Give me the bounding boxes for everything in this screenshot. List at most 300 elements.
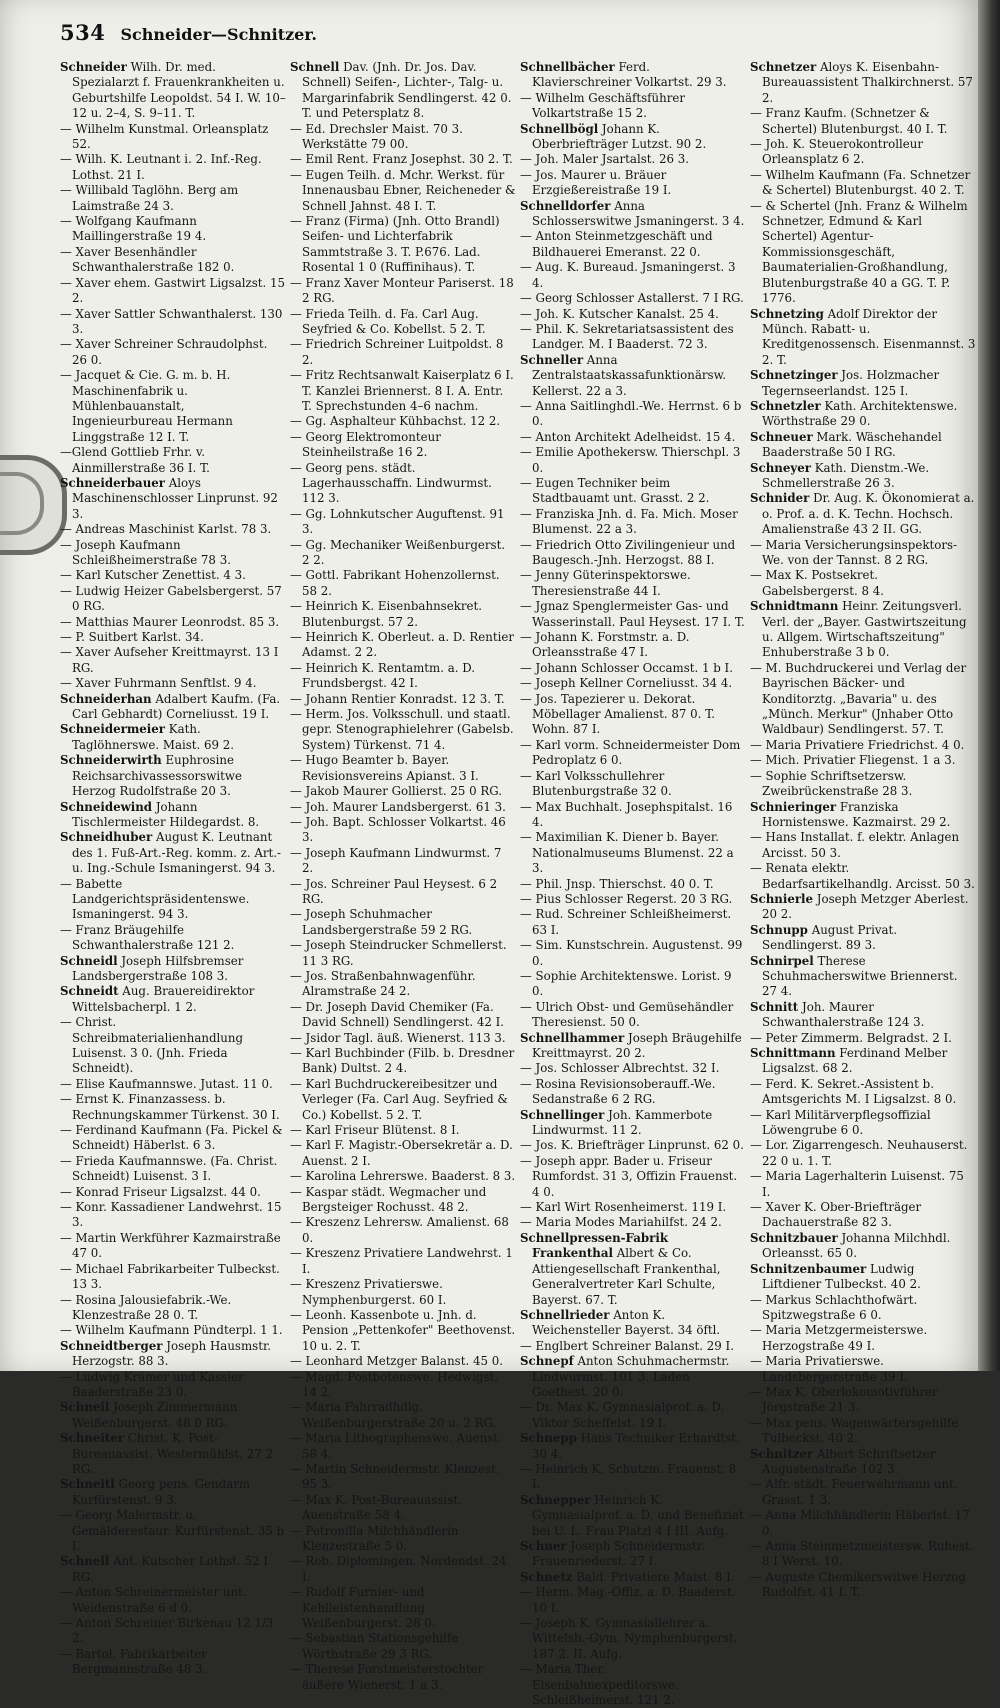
directory-entry <box>750 1323 976 1354</box>
directory-entry <box>290 507 516 538</box>
entry-text: — Joseph Kellner Corneliusst. 34 4. <box>520 676 733 691</box>
directory-entry <box>750 1570 976 1601</box>
entry-text: — Wilh. K. Leutnant i. 2. Inf.-Reg. Lothst. 21 I. <box>60 152 262 182</box>
entry-text: — Johann K. Forstmstr. a. D. Orleansstraße 47 I. <box>520 630 690 660</box>
directory-entry <box>290 692 516 707</box>
entry-text: — Renata elektr. Bedarfsartikelhandlg. Arcisst. 50 3. <box>750 861 975 891</box>
directory-entry <box>290 630 516 661</box>
directory-entry <box>750 1200 976 1231</box>
entry-text: — Kreszenz Privatierswe. Nymphenburgerst. 60 I. <box>290 1277 447 1307</box>
entry-text: — Emil Rent. Franz Josephst. 30 2. T. <box>290 152 513 167</box>
entry-text: — Herm. Mag.-Offiz. a. D. Baaderst. 10 I. <box>520 1585 736 1615</box>
directory-entry <box>520 152 746 167</box>
entry-text: — Joh. Bapt. Schlosser Volkartst. 46 3. <box>290 814 506 845</box>
entry-surname: Schnellpressen-Fabrik Frankenthal <box>520 1230 669 1261</box>
entry-text: — Gg. Lohnkutscher Auguftenst. 91 3. <box>290 506 505 537</box>
entry-text: Heinrich K. Gymnasialprof. a. D. und Benefiziat bei U. L. Frau Platzl 4 I III. Aufg. <box>532 1492 744 1538</box>
entry-text: — Jakob Maurer Gollierst. 25 0 RG. <box>290 784 502 799</box>
entry-surname: Schnetzer <box>750 60 817 74</box>
entry-text: Albert & Co. Attiengesellschaft Frankenthal, Generalvertreter Karl Schulte, Bayerst. 67. T. <box>532 1246 721 1307</box>
entry-text: — Aug. K. Bureaud. Jsmaningerst. 3 4. <box>520 260 736 290</box>
entry-surname: Schnelldorfer <box>520 198 611 213</box>
entry-text: — Emilie Apothekersw. Thierschpl. 3 0. <box>520 445 741 475</box>
directory-entry <box>750 368 976 399</box>
entry-surname: Schnetzinger <box>750 368 838 383</box>
entry-text: Anna Zentralstaatskassafunktionärsw. Kellerst. 22 a 3. <box>532 352 727 398</box>
entry-text: — Phil. Jnsp. Thierschst. 40 0. T. <box>520 876 714 891</box>
entry-text: — Frieda Kaufmannswe. (Fa. Christ. Schneidt) Luisenst. 3 I. <box>60 1153 278 1184</box>
directory-entry <box>60 584 286 615</box>
directory-entry <box>520 1354 746 1400</box>
entry-text: — Joseph Kaufmann Schleißheimerstraße 78 3. <box>60 537 231 567</box>
entry-text: — Georg Elektromonteur Steinheilstraße 16 2. <box>290 429 441 460</box>
entry-text: — Karl Militärverpflegsoffizial Löwengrube 6 0. <box>750 1107 931 1138</box>
directory-entry <box>60 984 286 1015</box>
directory-entry <box>520 1308 746 1339</box>
directory-entry <box>520 91 746 122</box>
entry-surname: Schneiter <box>60 1431 125 1446</box>
directory-entry <box>290 1246 516 1277</box>
directory-entry <box>520 1462 746 1493</box>
directory-entry <box>750 1031 976 1046</box>
entry-text: — Xaver Besenhändler Schwanthalerstraße 182 0. <box>60 244 235 275</box>
entry-text: — Xaver Sattler Schwanthalerst. 130 3. <box>60 306 283 336</box>
entry-text: — Leonh. Kassenbote u. Jnh. d. Pension „Pettenkofer" Beethovenst. 10 u. 2. T. <box>290 1307 516 1353</box>
entry-text: — Joseph Schuhmacher Landsbergerstraße 59 2 RG. <box>290 907 473 937</box>
entry-text: — Max Buchhalt. Josephspitalst. 16 4. <box>520 799 733 829</box>
entry-text: — Anton Architekt Adelheidst. 15 4. <box>520 429 736 444</box>
directory-entry <box>520 445 746 476</box>
directory-entry <box>520 830 746 876</box>
directory-entry <box>60 954 286 985</box>
directory-entry <box>520 229 746 260</box>
directory-entry <box>290 276 516 307</box>
entry-text: — Matthias Maurer Leonrodst. 85 3. <box>60 614 280 629</box>
entry-text: — Heinrich K. Eisenbahnsekret. Blutenburgst. 57 2. <box>290 599 482 629</box>
directory-entry <box>750 399 976 430</box>
directory-entry <box>520 692 746 738</box>
entry-text: Kath. Taglöhnerswe. Maist. 69 2. <box>72 722 235 752</box>
entry-text: — Jos. Straßenbahnwagenführ. Alramstraße 24 2. <box>290 968 476 999</box>
directory-entry <box>60 676 286 691</box>
directory-entry <box>290 368 516 414</box>
directory-entry <box>290 1169 516 1184</box>
entry-text: Joseph Schneidermstr. Frauenriederst. 27 I. <box>532 1539 705 1569</box>
directory-entry <box>290 307 516 338</box>
entry-text: — Ludwig Heizer Gabelsbergerst. 57 0 RG. <box>60 583 282 614</box>
entry-text: Ferd. Klavierschreiner Volkartst. 29 3. <box>532 60 727 90</box>
entry-surname: Schner <box>520 1539 567 1553</box>
entry-text: Adalbert Kaufm. (Fa. Carl Gebhardt) Corneliusst. 19 I. <box>72 691 281 722</box>
directory-entry <box>290 1431 516 1462</box>
entry-text: — Magd. Postbotenswe. Hedwigst. 14 2. <box>290 1369 499 1399</box>
entry-text: Dr. Aug. K. Ökonomierat a. o. Prof. a. d. K. Techn. Hochsch. Amalienstraße 43 2 II. GG. <box>762 491 975 537</box>
entry-text: Joseph Hausmstr. Herzogstr. 88 3. <box>72 1338 272 1369</box>
entry-surname: Schnell <box>290 60 340 74</box>
entry-surname: Schnirpel <box>750 953 814 968</box>
entry-text: — Kreszenz Privatiere Landwehrst. 1 I. <box>290 1246 513 1276</box>
directory-entry <box>60 1431 286 1477</box>
directory-entry <box>60 615 286 630</box>
directory-entry <box>520 60 746 91</box>
directory-entry <box>60 1015 286 1077</box>
directory-entry <box>290 568 516 599</box>
entry-text: — P. Suitbert Karlst. 34. <box>60 630 204 645</box>
entry-text: — Anton Schreinermeister unt. Weidenstraße 6 d 0. <box>60 1585 247 1615</box>
entry-text: — Frieda Teilh. d. Fa. Carl Aug. Seyfried & Co. Kobellst. 5 2. T. <box>290 306 486 336</box>
directory-entry <box>520 599 746 630</box>
directory-entry <box>290 938 516 969</box>
directory-entry <box>750 430 976 461</box>
entry-text: — Pius Schlosser Regerst. 20 3 RG. <box>520 891 733 906</box>
directory-entry <box>290 1277 516 1308</box>
entry-text: Euphrosine Reichsarchivassessorswitwe Herzog Rudolfstraße 20 3. <box>72 753 242 799</box>
directory-entry <box>290 60 516 122</box>
entry-text: — Max K. Post-Bureauassist. Auenstraße 58 4. <box>290 1492 462 1523</box>
entry-text: — Ulrich Obst- und Gemüsehändler Theresienst. 50 0. <box>520 999 734 1030</box>
directory-entry <box>60 368 286 445</box>
page-header <box>60 20 960 52</box>
directory-entry <box>60 1585 286 1616</box>
entry-text: Ludwig Liftdiener Tulbeckst. 40 2. <box>762 1261 921 1292</box>
entry-surname: Schnitzbauer <box>750 1230 838 1245</box>
directory-entry <box>750 106 976 137</box>
entry-surname: Schnittmann <box>750 1046 836 1060</box>
directory-columns <box>60 60 980 1708</box>
entry-text: — Petronilla Milchhändlerin Klenzestraße 5 0. <box>290 1523 459 1553</box>
entry-text: — Maria Privatierswe. Landsbergerstraße 39 I. <box>750 1354 908 1384</box>
entry-surname: Schnepf <box>520 1354 574 1369</box>
directory-entry <box>290 1185 516 1216</box>
entry-text: Aloys Maschinenschlosser Linprunst. 92 3. <box>72 475 278 521</box>
column-2 <box>290 60 516 1692</box>
directory-entry <box>290 152 516 167</box>
entry-text: — Jenny Güterinspektorswe. Theresienstraße 44 I. <box>520 568 691 598</box>
entry-text: — Rud. Schreiner Schleißheimerst. 63 I. <box>520 907 732 937</box>
entry-text: — M. Buchdruckerei und Verlag der Bayrischen Bäcker- und Konditorztg. „Bavaria" u. des „Münch. Merkur" (Jnhaber Otto Waldbaur) Sendlingerst. 57. T. <box>750 660 967 737</box>
entry-text: — Elise Kaufmannswe. Jutast. 11 0. <box>60 1076 273 1091</box>
entry-text: Ant. Kutscher Lothst. 52 I RG. <box>72 1554 268 1584</box>
directory-entry <box>520 1339 746 1354</box>
entry-text: — Karl F. Magistr.-Obersekretär a. D. Auenst. 2 I. <box>290 1138 513 1168</box>
directory-entry <box>750 1000 976 1031</box>
entry-text: — Joh. K. Kutscher Kanalst. 25 4. <box>520 306 719 321</box>
entry-surname: Schneller <box>520 352 584 367</box>
directory-entry <box>750 1046 976 1077</box>
entry-surname: Schneidermeier <box>60 722 166 737</box>
directory-entry <box>520 738 746 769</box>
entry-text: — Johann Rentier Konradst. 12 3. T. <box>290 691 505 706</box>
entry-text: Wilh. Dr. med. Spezialarzt f. Frauenkrankheiten u. Geburtshilfe Leopoldst. 54 I. W. 10–12 u. 2–4, S. 9–11. T. <box>72 60 286 121</box>
directory-entry <box>520 938 746 969</box>
entry-text: — Georg Malermstr. u. Gemälderestaur. Kurfürstenst. 35 b I. <box>60 1508 285 1553</box>
entry-text: — Maria Privatiere Friedrichst. 4 0. <box>750 737 965 752</box>
directory-entry <box>60 1231 286 1262</box>
directory-entry <box>520 122 746 153</box>
directory-entry <box>520 430 746 445</box>
entry-text: — Max K. Postsekret. Gabelsbergerst. 8 4. <box>750 568 884 598</box>
entry-text: — Babette Landgerichtspräsidentenswe. Ismaningerst. 94 3. <box>60 876 250 922</box>
entry-text: — Jos. Schreiner Paul Heysest. 6 2 RG. <box>290 876 498 906</box>
directory-entry <box>290 1031 516 1046</box>
directory-entry <box>750 1447 976 1478</box>
entry-text: August Privat. Sendlingerst. 89 3. <box>762 922 898 953</box>
entry-text: — Kreszenz Lehrersw. Amalienst. 68 0. <box>290 1215 509 1245</box>
directory-entry <box>60 1339 286 1370</box>
directory-entry <box>520 199 746 230</box>
entry-text: — Rudolf Furnier- und Kehlleistenhandlung Weißenburgerst. 28 0. <box>290 1585 436 1631</box>
entry-text: — Martin Schneidermstr. Klenzest. 95 3. <box>290 1461 500 1492</box>
directory-entry <box>290 907 516 938</box>
directory-entry <box>290 1585 516 1631</box>
entry-text: — Karl Buchdruckereibesitzer und Verleger (Fa. Carl Aug. Seyfried & Co.) Kobellst. 5 2. T. <box>290 1076 508 1122</box>
directory-entry <box>750 568 976 599</box>
entry-text: — Christ. Schreibmaterialienhandlung Luisenst. 3 0. (Jnh. Frieda Schneidt). <box>60 1015 244 1076</box>
directory-entry <box>750 1477 976 1508</box>
entry-surname: Schnepper <box>520 1492 591 1507</box>
directory-entry <box>290 1462 516 1493</box>
entry-text: — Karolina Lehrerswe. Baaderst. 8 3. <box>290 1169 516 1184</box>
directory-entry <box>750 738 976 753</box>
entry-text: Anna Schlosserswitwe Jsmaningerst. 3 4. <box>532 198 745 229</box>
directory-entry <box>60 753 286 799</box>
entry-text: — Rosina Revisionsoberauff.-We. Sedanstraße 6 2 RG. <box>520 1076 716 1107</box>
directory-entry <box>290 1354 516 1369</box>
entry-surname: Schneider <box>60 60 127 74</box>
entry-surname: Schnellhammer <box>520 1030 625 1045</box>
directory-entry <box>290 337 516 368</box>
entry-text: Ferdinand Melber Ligsalzst. 68 2. <box>762 1046 948 1076</box>
entry-text: — Xaver ehem. Gastwirt Ligsalzst. 15 2. <box>60 275 286 306</box>
directory-entry <box>750 830 976 861</box>
directory-entry <box>290 815 516 846</box>
entry-text: — Joh. Maurer Landsbergerst. 61 3. <box>290 799 506 814</box>
directory-entry <box>60 122 286 153</box>
directory-entry <box>290 1000 516 1031</box>
directory-entry <box>520 399 746 430</box>
entry-text: —Glend Gottlieb Frhr. v. Ainmillerstraße 36 I. T. <box>60 445 210 475</box>
entry-text: — Lor. Zigarrengesch. Neuhauserst. 22 0 u. 1. T. <box>750 1138 968 1168</box>
directory-entry <box>60 445 286 476</box>
directory-entry <box>750 1108 976 1139</box>
directory-entry <box>520 1077 746 1108</box>
directory-entry <box>60 183 286 214</box>
directory-entry <box>520 568 746 599</box>
entry-surname: Schneiderbauer <box>60 475 166 490</box>
entry-text: — Georg Schlosser Astallerst. 7 I RG. <box>520 291 744 306</box>
entry-text: — Karl Friseur Blütenst. 8 I. <box>290 1123 460 1138</box>
directory-entry <box>290 877 516 908</box>
directory-entry <box>60 1123 286 1154</box>
directory-entry <box>60 1293 286 1324</box>
directory-entry <box>750 753 976 768</box>
entry-text: — Wolfgang Kaufmann Maillingerstraße 19 4. <box>60 214 207 244</box>
directory-entry <box>750 1231 976 1262</box>
directory-entry <box>750 800 976 831</box>
entry-text: — Friedrich Otto Zivilingenieur und Baugesch.-Jnh. Herzogst. 88 I. <box>520 537 736 567</box>
running-head: Schneider—Schnitzer. <box>120 25 317 44</box>
entry-text: — Anna Saitlinghdl.-We. Herrnst. 6 b 0. <box>520 398 742 429</box>
directory-entry <box>520 307 746 322</box>
entry-text: August K. Leutnant des 1. Fuß-Art.-Reg. komm. z. Art.- u. Ing.-Schule Ismaningerst. 94 3. <box>72 830 282 876</box>
entry-surname: Schnellbögl <box>520 121 599 136</box>
entry-text: Joseph Metzger Aberlest. 20 2. <box>762 891 969 922</box>
entry-text: — Peter Zimmerm. Belgradst. 2 I. <box>750 1030 952 1045</box>
entry-text: — Eugen Teilh. d. Mchr. Werkst. für Innenausbau Ebner, Reicheneder & Schnell Jahnst. 48 I. T. <box>290 167 516 213</box>
directory-entry <box>60 538 286 569</box>
directory-entry <box>60 476 286 522</box>
entry-surname: Schnellbächer <box>520 60 615 74</box>
entry-text: — Heinrich K. Schutzm. Frauenst. 8 I. <box>520 1461 737 1492</box>
entry-text: Therese Schuhmacherswitwe Briennerst. 27 4. <box>762 953 958 999</box>
directory-entry <box>750 461 976 492</box>
directory-entry <box>520 1585 746 1616</box>
entry-text: — Maximilian K. Diener b. Bayer. Nationalmuseums Blumenst. 22 a 3. <box>520 830 734 876</box>
directory-entry <box>750 923 976 954</box>
entry-text: — Anna Steinmetzmeistersw. Ruhest. 8 I Werst. 10. <box>750 1539 974 1569</box>
entry-surname: Schnetz <box>520 1569 573 1584</box>
entry-text: Kath. Architektenswe. Wörthstraße 29 0. <box>762 398 958 429</box>
entry-text: Joh. Maurer Schwanthalerstraße 124 3. <box>762 999 925 1030</box>
directory-entry <box>290 800 516 815</box>
entry-text: — Xaver Aufseher Kreittmayrst. 13 I RG. <box>60 645 279 675</box>
directory-entry <box>290 122 516 153</box>
entry-text: — Maria Fahrradhdlg. Weißenburgerstraße 20 u. 2 RG. <box>290 1400 497 1430</box>
entry-surname: Schnitzer <box>750 1446 814 1461</box>
directory-entry <box>520 1400 746 1431</box>
entry-surname: Schnellrieder <box>520 1307 610 1322</box>
entry-text: — Ed. Drechsler Maist. 70 3. Werkstätte 79 00. <box>290 121 463 152</box>
directory-entry <box>520 291 746 306</box>
directory-entry <box>290 1554 516 1585</box>
entry-text: Johann K. Oberbriefträger Lutzst. 90 2. <box>532 121 707 152</box>
directory-entry <box>290 1631 516 1662</box>
directory-entry <box>60 645 286 676</box>
directory-entry <box>60 522 286 537</box>
directory-entry <box>750 538 976 569</box>
entry-text: Franziska Hornistenswe. Kazmairst. 29 2. <box>762 799 951 829</box>
directory-entry <box>520 260 746 291</box>
entry-text: — Hugo Beamter b. Bayer. Revisionsvereins Apianst. 3 I. <box>290 753 479 783</box>
entry-surname: Schneitl <box>60 1477 115 1492</box>
entry-text: — Maria Lagerhalterin Luisenst. 75 I. <box>750 1169 964 1199</box>
directory-entry <box>520 168 746 199</box>
entry-text: — Mich. Privatier Fliegenst. 1 a 3. <box>750 753 956 768</box>
directory-entry <box>750 1262 976 1293</box>
directory-entry <box>60 1508 286 1554</box>
entry-text: — Auguste Chemikerswitwe Herzog Rudolfst. 41 I. T. <box>750 1569 966 1600</box>
entry-text: — Joseph appr. Bader u. Friseur Rumfordst. 31 3, Offizin Frauenst. 4 0. <box>520 1153 738 1199</box>
entry-surname: Schneidl <box>60 953 118 968</box>
entry-text: — Joseph Kaufmann Lindwurmst. 7 2. <box>290 845 502 876</box>
entry-text: — Karl Buchbinder (Filb. b. Dresdner Bank) Dultst. 2 4. <box>290 1046 515 1076</box>
directory-entry <box>520 877 746 892</box>
entry-text: — Wilhelm Kaufmann (Fa. Schnetzer & Schertel) Blutenburgst. 40 2. T. <box>750 167 971 198</box>
directory-entry <box>290 1046 516 1077</box>
entry-surname: Schneiderwirth <box>60 753 162 768</box>
entry-surname: Schneidt <box>60 984 119 999</box>
directory-entry <box>60 923 286 954</box>
directory-entry <box>60 214 286 245</box>
directory-entry <box>60 1092 286 1123</box>
entry-text: Christ. K. Post-Bureauassist. Westermühlst. 27 2 RG. <box>72 1431 274 1476</box>
directory-entry <box>750 1293 976 1324</box>
directory-entry <box>60 60 286 122</box>
entry-text: — Kaspar städt. Wegmacher und Bergsteiger Rochusst. 48 2. <box>290 1184 487 1215</box>
directory-entry <box>290 707 516 753</box>
entry-surname: Schnupp <box>750 922 808 937</box>
entry-surname: Schneidhuber <box>60 830 153 845</box>
entry-text: Hans Techniker Erhardtst. 30 4. <box>532 1431 740 1461</box>
directory-entry <box>290 846 516 877</box>
entry-text: — Gg. Asphalteur Kühbachst. 12 2. <box>290 414 501 429</box>
directory-entry <box>290 1370 516 1401</box>
directory-entry <box>520 661 746 676</box>
directory-entry <box>520 800 746 831</box>
directory-entry <box>60 877 286 923</box>
entry-text: — Sophie Architektenswe. Lorist. 9 0. <box>520 968 732 999</box>
directory-entry <box>520 1662 746 1708</box>
entry-text: — Maria Versicherungsinspektors-We. von der Tannst. 8 2 RG. <box>750 537 957 567</box>
entry-surname: Schneiderhan <box>60 691 152 706</box>
entry-text: — Joseph K. Gymnasiallehrer a. Wittelsb.-Gym. Nymphenburgerst. 187 2. II. Aufg. <box>520 1616 738 1661</box>
entry-surname: Schnider <box>750 491 810 506</box>
directory-entry <box>520 1154 746 1200</box>
directory-entry <box>290 538 516 569</box>
entry-text: — Konrad Friseur Ligsalzst. 44 0. <box>60 1184 261 1199</box>
entry-text: — & Schertel (Jnh. Franz & Wilhelm Schnetzer, Edmund & Karl Schertel) Agentur-Kommissionsgeschäft, Baumaterialien-Großhandlung, Blutenburgstraße 40 a GG. T. P. 1776. <box>750 198 968 306</box>
entry-text: — Phil. K. Sekretariatsassistent des Landger. M. I Baaderst. 72 3. <box>520 321 734 352</box>
entry-text: Mark. Wäschehandel Baaderstraße 50 I RG. <box>762 429 942 460</box>
entry-text: — Jos. K. Briefträger Linprunst. 62 0. <box>520 1138 744 1153</box>
directory-entry <box>60 307 286 338</box>
entry-text: — Anton Steinmetzgeschäft und Bildhauerei Emeranst. 22 0. <box>520 229 713 259</box>
directory-entry <box>520 1431 746 1462</box>
directory-entry <box>60 1262 286 1293</box>
entry-text: Dav. (Jnh. Dr. Jos. Dav. Schnell) Seifen-, Lichter-, Talg- u. Margarinfabrik Sendlingerst. 42 0. T. und Petersplatz 8. <box>302 60 512 121</box>
entry-surname: Schneil <box>60 1400 110 1415</box>
entry-surname: Schnepp <box>520 1431 577 1446</box>
entry-text: Adolf Direktor der Münch. Rabatt- u. Kreditgenossensch. Eisenmannst. 3 2. T. <box>762 306 976 367</box>
entry-text: — Konr. Kassadiener Landwehrst. 15 3. <box>60 1200 282 1230</box>
entry-text: Johann Tischlermeister Hildegardst. 8. <box>72 799 260 829</box>
entry-text: — Franz Kaufm. (Schnetzer & Schertel) Blutenburgst. 40 I. T. <box>750 106 948 136</box>
entry-text: — Heinrich K. Rentamtm. a. D. Frundsbergst. 42 I. <box>290 660 476 691</box>
entry-text: Albert Schriftsetzer Augustenstraße 102 3. <box>762 1446 936 1476</box>
entry-text: — Xaver K. Ober-Briefträger Dachauerstraße 82 3. <box>750 1200 922 1230</box>
entry-text: — Franziska Jnh. d. Fa. Mich. Moser Blumenst. 22 a 3. <box>520 506 738 537</box>
directory-entry <box>750 199 976 307</box>
entry-text: — Max K. Oberlokomotivführer Jörgstraße 21 3. <box>750 1384 938 1415</box>
entry-surname: Schneuer <box>750 429 813 444</box>
directory-entry <box>520 1108 746 1139</box>
entry-text: — Sim. Kunstschrein. Augustenst. 99 0. <box>520 938 743 968</box>
entry-text: — Herm. Jos. Volksschull. und staatl. gepr. Stenographielehrer (Gabelsb. System) Türkenst. 71 4. <box>290 707 514 752</box>
directory-entry <box>520 322 746 353</box>
entry-text: — Franz Bräugehilfe Schwanthalerstraße 121 2. <box>60 922 235 953</box>
directory-entry <box>290 1400 516 1431</box>
entry-text: — Dr. Joseph David Chemiker (Fa. David Schnell) Sendlingerst. 42 I. <box>290 999 504 1030</box>
directory-entry <box>290 430 516 461</box>
directory-entry <box>290 414 516 429</box>
entry-text: — Eugen Techniker beim Stadtbauamt unt. Grasst. 2 2. <box>520 475 710 506</box>
entry-text: — Joh. Maler Jsartalst. 26 3. <box>520 152 690 167</box>
entry-text: Anton Schuhmachermstr. Lindwurmst. 101 3. Laden Goethest. 20 0. <box>532 1354 730 1399</box>
column-3 <box>520 60 746 1708</box>
entry-text: — Wilhelm Geschäftsführer Volkartstraße 15 2. <box>520 90 685 121</box>
entry-surname: Schnieringer <box>750 799 837 814</box>
entry-text: — Jgnaz Spenglermeister Gas- und Wasserinstall. Paul Heysest. 17 I. T. <box>520 599 745 629</box>
